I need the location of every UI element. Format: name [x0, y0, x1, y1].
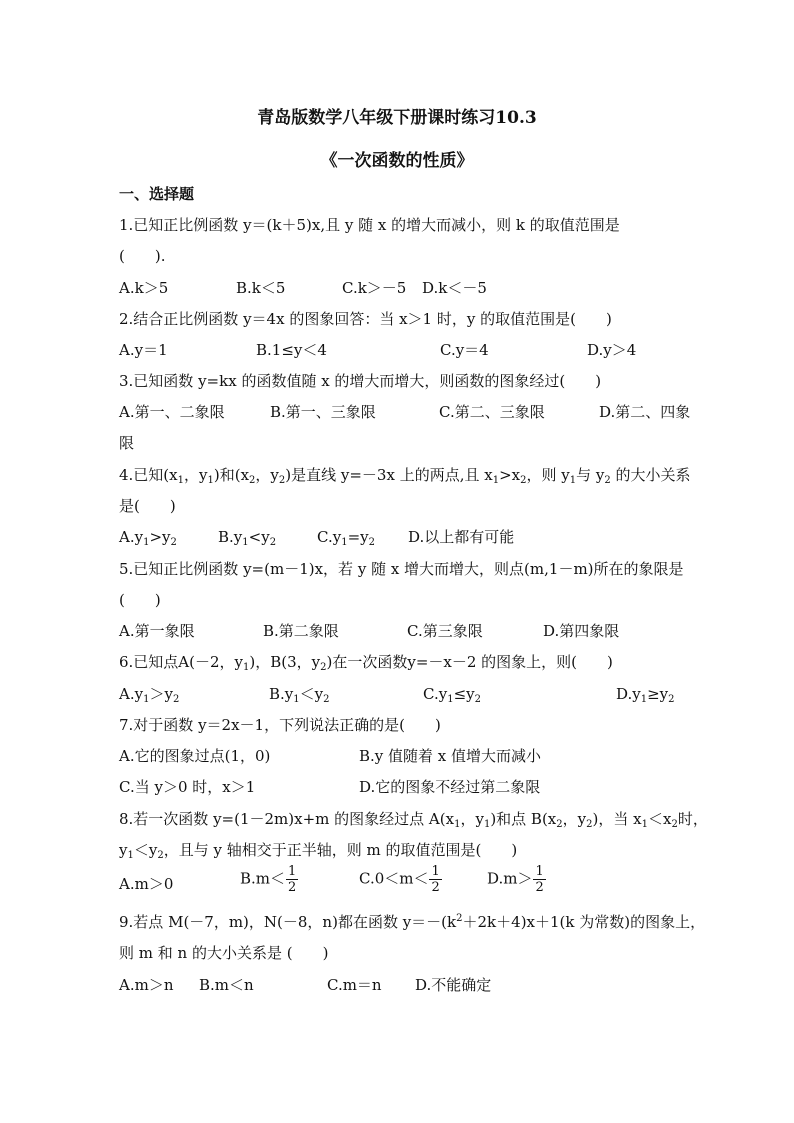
option-c: C.当 y＞0 时，x＞1 — [119, 778, 256, 796]
option-a: A.m＞0 — [119, 875, 174, 893]
option-a: A.第一、二象限 — [119, 403, 225, 421]
option-a: A.m＞n — [119, 976, 174, 994]
option-d: D.k＜－5 — [422, 279, 487, 297]
option-b: B.y 值随着 x 值增大而减小 — [359, 747, 542, 765]
option-b: $B.y_1<y_2$ — [269, 685, 330, 705]
fraction-one-half: $\frac{1}{2}$ — [288, 864, 297, 895]
question-3-option-d-wrap: 限 — [119, 434, 135, 452]
question-8-stem-line-2: $y_1<y_2$，且与 y 轴相交于正半轴，则 m 的取值范围是( ) — [119, 841, 518, 861]
fraction-one-half: $\frac{1}{2}$ — [535, 864, 544, 895]
question-4-blank: 是( ) — [119, 497, 176, 515]
option-c: C.第三象限 — [407, 622, 483, 640]
option-c: $C.y_1=y_2$ — [317, 528, 375, 548]
option-d: $D.y_1\ge y_2$ — [616, 685, 675, 705]
question-5-blank: ( ) — [119, 591, 161, 609]
question-9-stem-line-2: 则 m 和 n 的大小关系是 ( ) — [119, 944, 329, 962]
question-4-stem: 4.已知($x_1$，$y_1$)和($x_2$，$y_2$)是直线 y=－3x 上的两点,且 $x_1>x_2$，则 $y_1$与 $y_2$ 的大小关系 — [119, 466, 691, 486]
option-b: B.第二象限 — [263, 622, 339, 640]
option-c: C.0＜m＜ $\frac{1}{2}$ — [359, 864, 440, 895]
option-a: $A.y_1>y_2$ — [119, 685, 180, 705]
question-9-stem: 9.若点 M(－7，m)，N(－8，n)都在函数 $y=-(k^2+2k+4)x+1(k$ 为常数)的图象上， — [119, 913, 706, 931]
question-8-stem: 8.若一次函数 y=(1－2m)x+m 的图象经过点 $A(x_1$，$y_1$)和点 $B(x_2$，$y_2$)，当 $x_1<x_2$时， — [119, 810, 708, 830]
question-5-stem: 5.已知正比例函数 y=(m－1)x，若 y 随 x 增大而增大，则点(m,1－m)所在的象限是 — [119, 560, 684, 578]
question-1-blank: ( ). — [119, 247, 166, 265]
option-d: D.第四象限 — [543, 622, 620, 640]
option-c: C.y＝4 — [440, 341, 489, 359]
option-b: B.m＜n — [199, 976, 254, 994]
option-c: $C.y_1\le y_2$ — [423, 685, 481, 705]
option-d: D.y＞4 — [587, 341, 637, 359]
option-d: D.第二、四象 — [599, 403, 691, 421]
option-a: A.第一象限 — [119, 622, 195, 640]
option-d: D.以上都有可能 — [408, 528, 515, 546]
question-3-stem: 3.已知函数 y=kx 的函数值随 x 的增大而增大，则函数的图象经过( ) — [119, 372, 602, 390]
option-c: C.m＝n — [327, 976, 382, 994]
option-b: B.k＜5 — [236, 279, 286, 297]
fraction-one-half: $\frac{1}{2}$ — [431, 864, 440, 895]
option-c: C.第二、三象限 — [439, 403, 545, 421]
option-a: A.它的图象过点(1，0) — [119, 747, 271, 765]
option-c: C.k＞－5 — [342, 279, 407, 297]
question-7-stem: 7.对于函数 y＝2x－1，下列说法正确的是( ) — [119, 716, 441, 734]
question-2-stem: 2.结合正比例函数 y＝4x 的图象回答：当 x＞1 时，y 的取值范围是( ) — [119, 310, 612, 328]
question-1-stem: 1.已知正比例函数 y＝(k＋5)x,且 y 随 x 的增大而减小，则 k 的取值范围是 — [119, 216, 620, 234]
option-b: B.第一、三象限 — [270, 403, 376, 421]
option-a: A.k＞5 — [119, 279, 169, 297]
option-d: D.它的图象不经过第二象限 — [359, 778, 541, 796]
option-a: $A.y_1>y_2$ — [119, 528, 177, 548]
question-6-stem: 6.已知点A(－2，$y_1$)，B(3，$y_2$)在一次函数y=－x－2 的图象上，则( ) — [119, 653, 613, 673]
option-b: B.1≤y＜4 — [256, 341, 327, 359]
option-b: $B.y_1<y_2$ — [218, 528, 277, 548]
option-b: B.m＜ $\frac{1}{2}$ — [240, 864, 297, 895]
option-a: A.y＝1 — [119, 341, 168, 359]
option-d: D.不能确定 — [415, 976, 492, 994]
option-d: D.m＞ $\frac{1}{2}$ — [487, 864, 544, 895]
document-title: 青岛版数学八年级下册课时练习10.3 — [257, 108, 537, 128]
section-heading: 一、选择题 — [119, 185, 195, 203]
document-subtitle: 《一次函数的性质》 — [320, 151, 474, 171]
